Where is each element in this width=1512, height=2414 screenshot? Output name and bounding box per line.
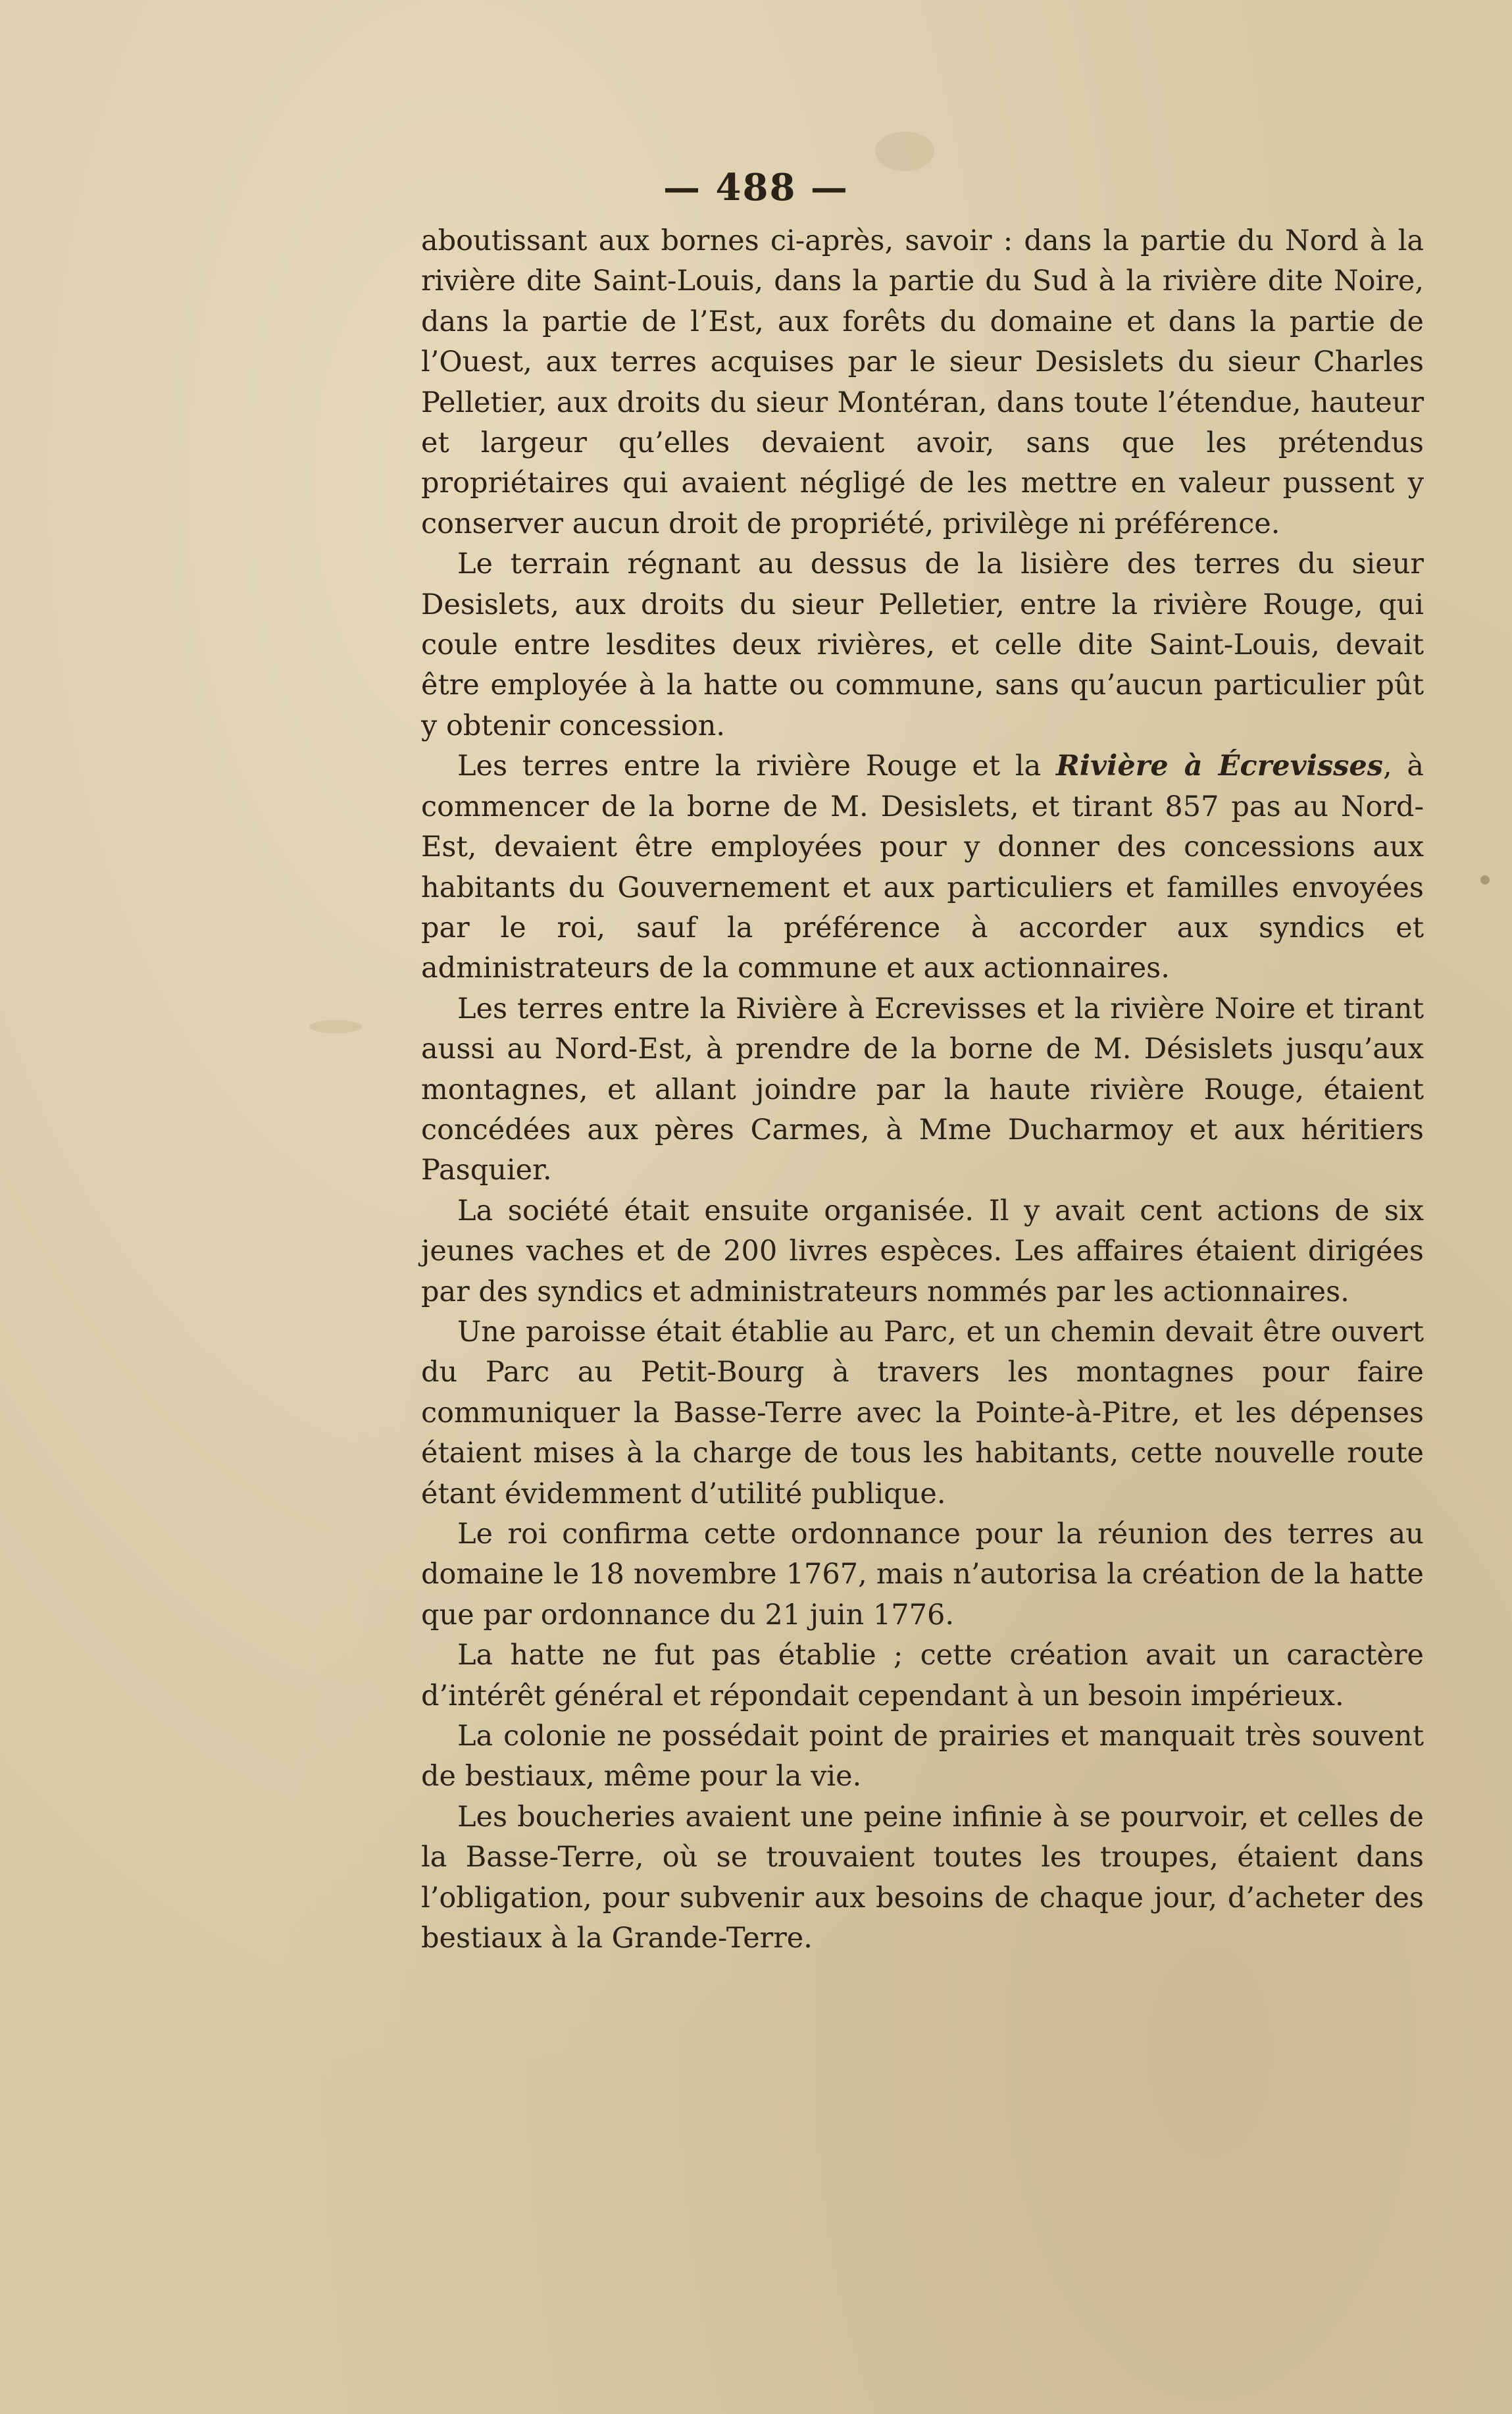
paragraph: Le roi confirma cette ordonnance pour la réunion des terres au domaine le 18 novembre 1767, mais n’autorisa la création de la hatte que par ordonnance du 21 juin 1776.	[421, 1518, 1424, 1631]
paper-stain	[875, 132, 934, 171]
paragraph: La hatte ne fut pas établie ; cette création avait un caractère d’intérêt général et répondait cependant à un besoin impérieux.	[421, 1639, 1424, 1712]
paragraph: Les boucheries avaient une peine infinie à se pourvoir, et celles de la Basse-Terre, où se trouvaient toutes les troupes, étaient dans l’obligation, pour subvenir aux besoins de chaque jour, d’acheter des bestiaux à la Grande-Terre.	[421, 1800, 1424, 1955]
paragraph: aboutissant aux bornes ci-après, savoir : dans la partie du Nord à la rivière dite Saint-Louis, dans la partie du Sud à la rivière dite Noire, dans la partie de l’Est, aux forêts du domaine et dans la partie de l’Ouest, aux terres acquises par le sieur Desislets du sieur Charles Pelletier, aux droits du sieur Montéran, dans toute l’étendue, hauteur et largeur qu’elles devaient avoir, sans que les prétendus propriétaires qui avaient négligé de les mettre en valeur pussent y conserver aucun droit de propriété, privilège ni préférence.	[421, 224, 1424, 540]
paragraph	[421, 746, 1424, 989]
paper-stain	[309, 1020, 362, 1033]
paragraph: La colonie ne possédait point de prairies et manquait très souvent de bestiaux, même pour la vie.	[421, 1720, 1424, 1793]
paragraph-italic-text: Rivière à Écrevisses	[1055, 750, 1383, 783]
paragraph: Le terrain régnant au dessus de la lisière des terres du sieur Desislets, aux droits du sieur Pelletier, entre la rivière Rouge, qui coule entre lesdites deux rivières, et celle dite Saint-Louis, devait être employée à la hatte ou commune, sans qu’aucun particulier pût y obtenir concession.	[421, 548, 1424, 742]
paragraph: La société était ensuite organisée. Il y avait cent actions de six jeunes vaches et de 200 livres espèces. Les affaires étaient dirigées par des syndics et administrateurs nommés par les actionnaires.	[421, 1194, 1424, 1308]
paragraph: Les terres entre la Rivière à Ecrevisses et la rivière Noire et tirant aussi au Nord-Est, à prendre de la borne de M. Désislets jusqu’aux montagnes, et allant joindre par la haute rivière Rouge, étaient concédées aux pères Carmes, à Mme Ducharmoy et aux héritiers Pasquier.	[421, 992, 1424, 1187]
body-text	[421, 221, 1424, 1959]
paragraph: Une paroisse était établie au Parc, et un chemin devait être ouvert du Parc au Petit-Bourg à travers les montagnes pour faire communiquer la Basse-Terre avec la Pointe-à-Pitre, et les dépenses étaient mises à la charge de tous les habitants, cette nouvelle route étant évidemment d’utilité publique.	[421, 1315, 1424, 1510]
paragraph-text: Les terres entre la rivière Rouge et la	[457, 750, 1056, 783]
paragraph-text: , à commencer de la borne de M. Desislets, et tirant 857 pas au Nord-Est, devaient être employées pour y donner des concessions aux habitants du Gouvernement et aux particuliers et familles envoyées par le roi, sauf la préférence à accorder aux syndics et administrateurs de la commune et aux actionnaires.	[421, 750, 1424, 985]
paper-stain	[1480, 875, 1490, 885]
page-number: — 488 —	[663, 166, 849, 209]
